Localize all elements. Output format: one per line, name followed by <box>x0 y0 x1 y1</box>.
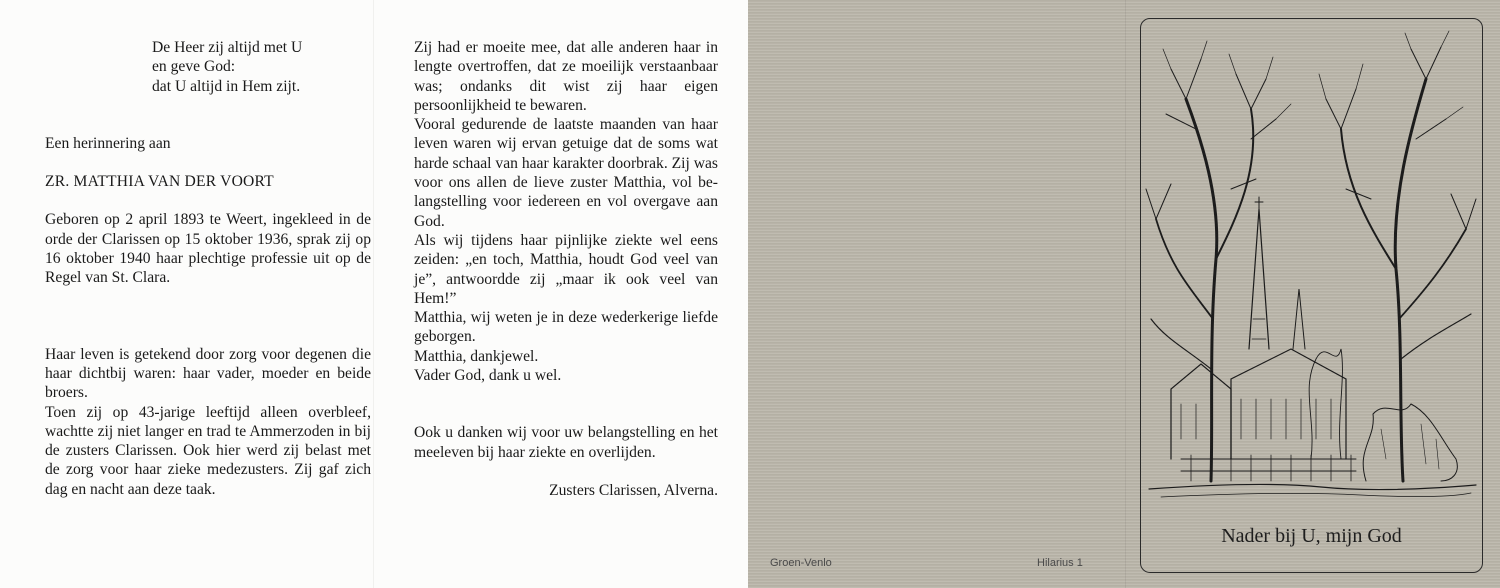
intro-text: Een herinnering aan <box>45 134 171 152</box>
thanks-paragraph: Ook u danken wij voor uw belangstelling en het meeleven bij haar ziekte en overlijden. <box>414 424 718 461</box>
life-paragraph: Haar leven is getekend door zorg voor degenen die haar dichtbij waren: haar vader, moeder en beide broers. <box>45 345 371 402</box>
verse-line: en geve God: <box>152 58 236 76</box>
church-trees-drawing-icon <box>1141 19 1484 574</box>
paragraph-thanks-god: Vader God, dank u wel. <box>414 367 562 385</box>
paragraph-love: Matthia, wij weten je in deze wederkerige liefde geborgen. <box>414 309 718 346</box>
printer-imprint: Groen-Venlo <box>770 557 832 569</box>
cover-caption: Nader bij U, mijn God <box>1221 525 1402 547</box>
middle-column <box>414 38 718 500</box>
cover-frame <box>1140 18 1483 573</box>
birth-paragraph: Geboren op 2 april 1893 te Weert, ingekleed in de orde der Clarissen op 15 oktober 1936, sprak zij op 16 oktober 1940 haar plechtige professie uit op de Regel van St. Clara. <box>45 211 371 287</box>
verse-line: dat U altijd in Hem zijt. <box>152 77 301 95</box>
cover-fold <box>1125 0 1126 588</box>
paragraph-illness: Als wij tijdens haar pijnlijke ziekte wel eens zeiden: „en toch, Matthia, houdt God veel van je”, antwoordde zij „maar ik ook veel van Hem!” <box>414 231 718 307</box>
deceased-name: ZR. MATTHIA VAN DER VOORT <box>45 173 274 191</box>
inner-fold <box>373 0 374 588</box>
left-column <box>45 38 371 499</box>
ammerzoden-paragraph: Toen zij op 43-jarige leeftijd alleen overbleef, wachtte zij niet langer en trad te Ammerzoden in bij de zusters Clarissen. Ook hier werd zij belast met de zorg voor haar zieke medezusters. Zij gaf zich dag en nacht aan deze taak. <box>45 403 371 498</box>
verse-line: De Heer zij altijd met U <box>152 39 303 56</box>
opening-verse <box>152 38 371 96</box>
paragraph-character: Vooral gedurende de laatste maanden van haar leven waren wij ervan getuige dat de soms wat harde schaal van haar karakter doorbrak. Zij was voor ons allen de lieve zuster Matthia, vol belangstelling voor iedereen en vol overgave aan God. <box>414 116 718 230</box>
series-imprint: Hilarius 1 <box>1037 557 1083 569</box>
paragraph-thanks-matthia: Matthia, dankjewel. <box>414 347 539 365</box>
signature: Zusters Clarissen, Alverna. <box>549 481 718 499</box>
paragraph-height: Zij had er moeite mee, dat alle anderen haar in lengte overtroffen, dat ze moeilijk verstaanbaar was; ondanks dit wist zij haar eigen persoonlijkheid te bewaren. <box>414 39 718 114</box>
